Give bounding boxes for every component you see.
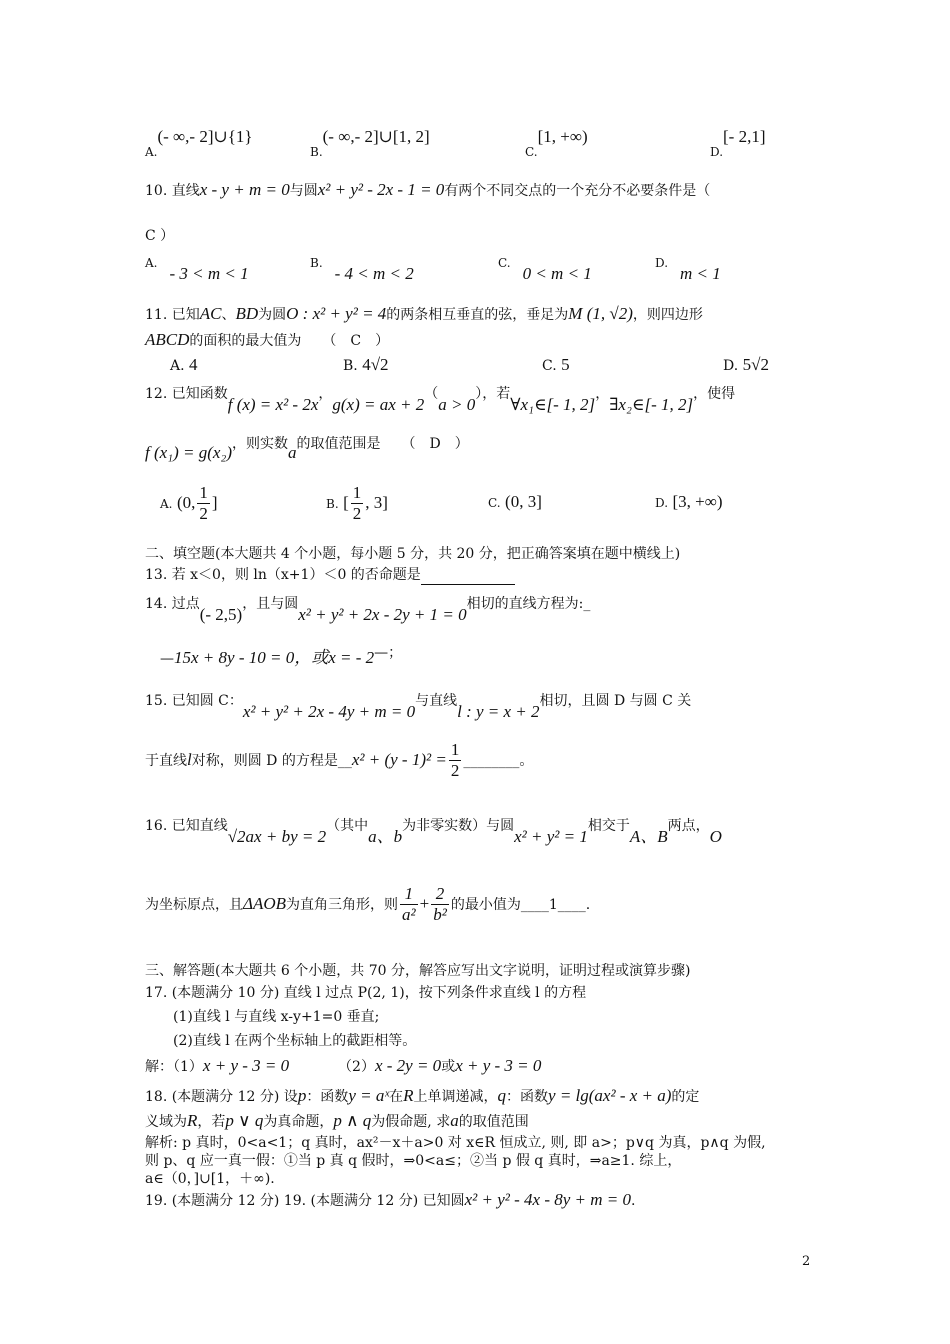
q12-option-b: B. [ $\frac{1}{2}$ , 3] (326, 483, 388, 524)
q9-option-b: B.(- ∞,- 2]∪[1, 2] (310, 127, 430, 159)
q16-stem-line1: 16. 已知直线√2ax + by = 2（其中a、b为非零实数）与圆x² + y² = 1相交于A、B两点，O (145, 818, 722, 846)
q11-option-d: D. 5√2 (723, 355, 769, 374)
q12-option-a-fraction: $\frac{1}{2}$ (199, 483, 208, 524)
q11-option-c: C. 5 (542, 355, 570, 374)
q15-stem-line2: 于直线l对称，则圆 D 的方程是__x² + (y - 1)² = $\frac{1}{2}$ ________。 (145, 740, 534, 781)
q12-option-a: A. (0, $\frac{1}{2}$ ] (160, 483, 218, 524)
section-2-heading: 二、填空题(本大题共 4 个小题，每小题 5 分，共 20 分，把正确答案填在题中横线上) (145, 546, 681, 562)
q11-option-a: A. 4 (170, 355, 198, 374)
q13: 13. 若 x＜0，则 ln（x+1）＜0 的否命题是 (145, 567, 515, 585)
q10-option-d: D.m < 1 (655, 256, 721, 283)
q17-solution: 解：（1）x + y - 3 = 0 （2）x - 2y = 0或x + y - 3 = 0 (145, 1056, 542, 1075)
q10-stem: 10. 直线x - y + m = 0与圆x² + y² - 2x - 1 = 0有两个不同交点的一个充分不必要条件是（ (145, 180, 711, 199)
q12-option-b-fraction: $\frac{1}{2}$ (352, 483, 362, 524)
q17-stem: 17. (本题满分 10 分) 直线 l 过点 P(2, 1)，按下列条件求直线 l 的方程 (145, 985, 587, 1001)
q14-stem: 14. 过点(- 2,5)，且与圆x² + y² + 2x - 2y + 1 = 0相切的直线方程为:_ (145, 596, 591, 624)
q9-option-a: A.(- ∞,- 2]∪{1} (145, 127, 253, 159)
page-number: 2 (802, 1254, 811, 1269)
q11-option-b: B. 4√2 (343, 355, 389, 374)
q10-option-c: C.0 < m < 1 (498, 256, 592, 283)
q10-option-a: A.- 3 < m < 1 (145, 256, 249, 283)
q17-part-2: (2)直线 l 在两个坐标轴上的截距相等。 (173, 1033, 417, 1049)
q16-fraction-1: $\frac{1}{\text{a²}}$ (402, 884, 416, 925)
q18-solution-line3: a∈（0，]∪[1，＋∞). (145, 1171, 275, 1187)
q15-answer-fraction: $\frac{1}{2}$ (450, 740, 460, 781)
q18-solution-line1: 解析: p 真时，0<a<1；q 真时，ax²－x＋a>0 对 x∈R 恒成立, 则, 即 a>；p∨q 为真，p∧q 为假, (145, 1135, 766, 1151)
q9-option-c: C.[1, +∞) (525, 127, 588, 159)
q17-part-1: (1)直线 l 与直线 x-y+1=0 垂直; (173, 1009, 380, 1025)
q19-stem: 19. (本题满分 12 分) 19. (本题满分 12 分) 已知圆x² + y² - 4x - 8y + m = 0. (145, 1190, 636, 1209)
q15-stem-line1: 15. 已知圆 C：x² + y² + 2x - 4y + m = 0与直线l : y = x + 2相切，且圆 D 与圆 C 关 (145, 693, 692, 721)
q12-option-d: D. [3, +∞) (655, 492, 723, 511)
q18-stem-line1: 18. (本题满分 12 分) 设p：函数y = aˣ在R上单调递减，q：函数y = lg(ax² - x + a)的定 (145, 1086, 700, 1105)
q18-solution-line2: 则 p、q 应一真一假：①当 p 真 q 假时，⇒0<a≤；②当 p 假 q 真时，⇒a≥1. 综上， (145, 1153, 682, 1169)
q9-option-d: D.[- 2,1] (710, 127, 766, 159)
q16-fraction-2: $\frac{2}{\text{b²}}$ (433, 884, 447, 925)
section-3-heading: 三、解答题(本大题共 6 个小题，共 70 分，解答应写出文字说明，证明过程或演算步骤) (145, 963, 691, 979)
q12-stem-line1: 12. 已知函数f (x) = x² - 2x，g(x) = ax + 2（a > 0），若∀x₁∈[- 1, 2]，∃x₂∈[- 1, 2]，使得 (145, 386, 736, 414)
q10-option-b: B.- 4 < m < 2 (310, 256, 414, 283)
q16-stem-line2: 为坐标原点，且ΔAOB为直角三角形，则 $\frac{1}{\text{a²}}$ + $\frac{2}{\text{b²}}$ 的最小值为____1____. (145, 884, 591, 925)
q12-stem-line2: f (x₁) = g(x₂)，则实数a的取值范围是 （ D ） (145, 436, 469, 462)
q10-answer: C ） (145, 228, 175, 244)
q11-stem-line2: ABCD的面积的最大值为 （ C ） (145, 330, 390, 349)
q14-answer: —15x + 8y - 10 = 0，或x = - 2—； (160, 645, 403, 667)
q13-answer-blank (421, 567, 515, 585)
q18-stem-line2: 义域为R，若p ∨ q为真命题，p ∧ q为假命题, 求a的取值范围 (145, 1111, 529, 1130)
q11-stem-line1: 11. 已知AC、BD为圆O : x² + y² = 4的两条相互垂直的弦，垂足为M (1, √2)，则四边形 (145, 304, 703, 323)
q12-option-c: C. (0, 3] (488, 492, 542, 511)
